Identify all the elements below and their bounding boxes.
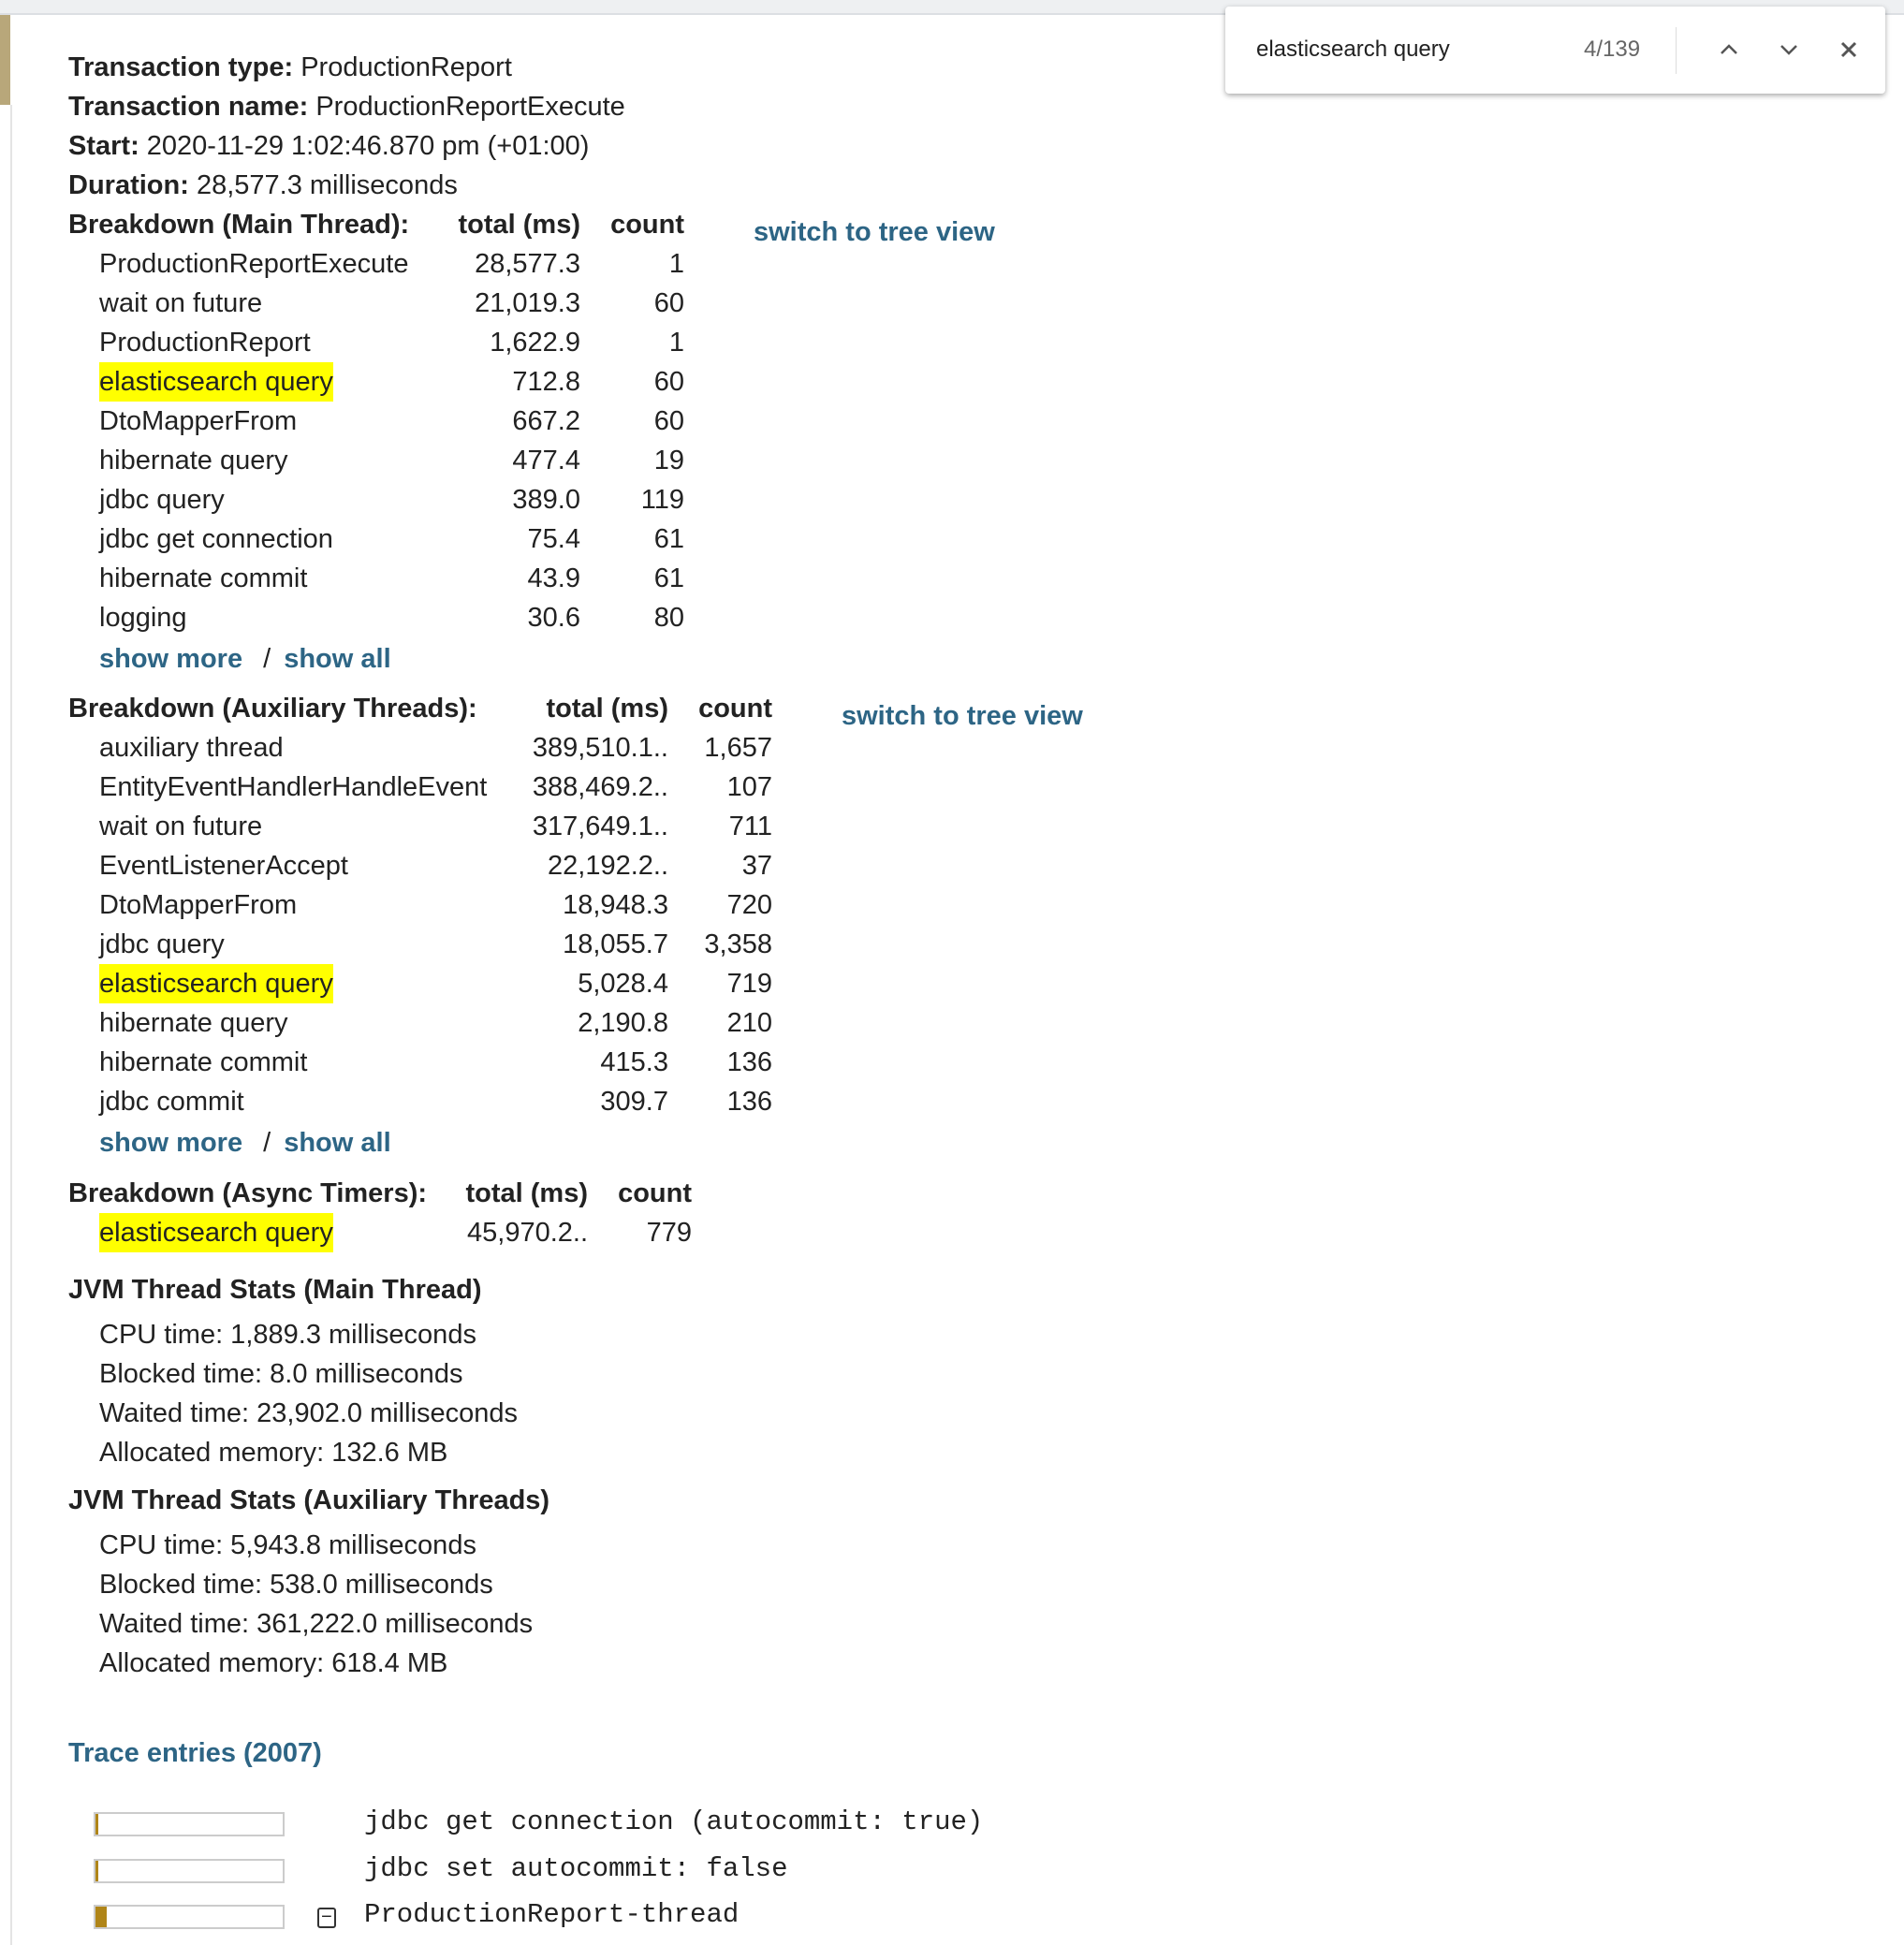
close-icon [1839,40,1858,59]
show-all-link[interactable]: show all [284,644,391,674]
label: Transaction type: [68,52,294,82]
stat-text: Allocated memory: 618.4 MB [99,1648,448,1678]
timer-total: 18,948.3 [563,890,668,920]
timer-count: 210 [726,1008,772,1038]
jvm-main-thread-stats [68,1270,519,1472]
timer-total: 477.4 [512,446,580,475]
table-row [68,728,1098,768]
table-row [68,362,1098,402]
show-links [99,1123,391,1163]
stat-text: Waited time: 23,902.0 milliseconds [99,1398,519,1428]
timer-total: 30.6 [527,603,580,633]
duration-bar-fill [95,1814,98,1835]
stat-line [68,1604,549,1644]
find-bar [1225,7,1885,94]
timer-total: 317,649.1.. [532,812,668,841]
timer-count: 136 [726,1087,772,1117]
table-row [68,1213,1098,1252]
transaction-summary [68,48,625,205]
timer-count: 60 [653,288,684,318]
timer-count: 119 [640,485,684,515]
collapse-toggle-icon[interactable]: − [317,1908,336,1928]
timer-name: jdbc query [99,485,225,515]
stat-text: Blocked time: 538.0 milliseconds [99,1570,493,1600]
switch-to-tree-view-link[interactable]: switch to tree view [754,217,995,247]
left-accent-bar [0,15,10,105]
separator: / [263,1128,271,1158]
timer-name: wait on future [99,812,263,841]
table-row [68,846,1098,885]
timer-name: jdbc commit [99,1087,244,1117]
timer-count: 61 [653,563,684,593]
timer-total: 415.3 [600,1047,668,1077]
column-header-total: total (ms) [546,694,668,724]
table-row [68,1003,1098,1043]
timer-name: DtoMapperFrom [99,890,298,920]
stat-line [68,1394,519,1433]
stat-text: CPU time: 5,943.8 milliseconds [99,1530,476,1560]
duration-bar [94,1812,285,1836]
duration-bar-fill [95,1907,107,1927]
timer-name: elasticsearch query [99,964,333,1003]
timer-total: 45,970.2.. [467,1218,588,1248]
timer-count: 61 [653,524,684,554]
timer-count: 19 [653,446,684,475]
table-row [68,925,1098,964]
show-more-row [68,1123,1098,1163]
breakdown-header [68,205,1098,247]
timer-name: EntityEventHandlerHandleEvent [99,772,488,802]
stat-line [68,1565,549,1604]
duration-bar [94,1905,285,1929]
duration-bar [94,1859,285,1883]
find-close-button[interactable] [1832,31,1866,68]
timer-total: 43.9 [527,563,580,593]
timer-total: 309.7 [600,1087,668,1117]
timer-name: logging [99,603,187,633]
trace-entry[interactable] [0,1851,1123,1891]
timer-count: 80 [653,603,684,633]
timer-name: hibernate commit [99,1047,308,1077]
timer-name: jdbc query [99,929,225,959]
timer-name: jdbc get connection [99,524,333,554]
timer-count: 60 [653,367,684,397]
table-row [68,519,1098,559]
breakdown-title: Breakdown (Async Timers): [68,1178,428,1208]
timer-name: elasticsearch query [99,1213,333,1252]
jvm-aux-thread-stats [68,1481,549,1683]
stat-text: CPU time: 1,889.3 milliseconds [99,1320,476,1350]
timer-count: 107 [726,772,772,802]
column-header-count: count [610,210,684,240]
timer-total: 389,510.1.. [532,733,668,763]
chevron-up-icon [1720,44,1738,55]
table-row [68,768,1098,807]
timer-total: 28,577.3 [475,249,580,279]
main-thread-breakdown [68,205,1098,679]
timer-name: DtoMapperFrom [99,406,298,436]
table-row [68,480,1098,519]
find-previous-button[interactable] [1712,31,1746,68]
trace-entry[interactable] [0,1897,1123,1937]
table-row [68,598,1098,637]
timer-name: hibernate query [99,446,288,475]
chevron-down-icon [1780,44,1798,55]
timer-total: 389.0 [512,485,580,515]
timer-name: hibernate query [99,1008,288,1038]
timer-count: 719 [726,969,772,999]
find-input[interactable]: elasticsearch query [1256,37,1450,62]
show-links [99,639,391,679]
transaction-name: ProductionReportExecute [315,92,625,122]
table-row [68,964,1098,1003]
stat-line [68,1526,549,1565]
timer-count: 1,657 [704,733,772,763]
timer-name: ProductionReportExecute [99,249,409,279]
trace-entry-text: ProductionReport-thread [364,1899,740,1930]
table-row [68,441,1098,480]
timer-name: auxiliary thread [99,733,284,763]
timer-total: 1,622.9 [490,328,580,358]
timer-total: 2,190.8 [578,1008,668,1038]
table-row [68,559,1098,598]
duration: 28,577.3 milliseconds [196,170,458,200]
timer-name: ProductionReport [99,328,311,358]
timer-total: 712.8 [512,367,580,397]
timer-count: 1 [668,328,684,358]
stat-line [68,1315,482,1354]
switch-to-tree-view-link[interactable]: switch to tree view [842,701,1083,731]
timer-count: 720 [726,890,772,920]
timer-count: 3,358 [704,929,772,959]
label: Duration: [68,170,189,200]
show-all-link[interactable]: show all [284,1128,391,1158]
timer-total: 75.4 [527,524,580,554]
table-row [68,885,1098,925]
timer-count: 37 [741,851,772,881]
table-row [68,807,1098,846]
divider [1676,27,1677,74]
async-timers-breakdown [68,1174,1098,1252]
stat-text: Allocated memory: 132.6 MB [99,1438,448,1468]
find-next-button[interactable] [1772,31,1806,68]
timer-total: 22,192.2.. [548,851,668,881]
section-title: JVM Thread Stats (Main Thread) [68,1275,482,1305]
timer-total: 18,055.7 [563,929,668,959]
label: Start: [68,131,139,161]
timer-name: EventListenerAccept [99,851,348,881]
stat-text: Waited time: 361,222.0 milliseconds [99,1609,534,1639]
table-row [68,323,1098,362]
breakdown-header [68,1174,1098,1213]
section-title: JVM Thread Stats (Auxiliary Threads) [68,1485,550,1515]
timer-count: 60 [653,406,684,436]
breakdown-header [68,689,1098,731]
table-row [68,1082,1098,1121]
trace-entry[interactable] [0,1805,1123,1844]
transaction-type: ProductionReport [300,52,512,82]
column-header-count: count [698,694,772,724]
timer-total: 388,469.2.. [532,772,668,802]
start-time: 2020-11-29 1:02:46.870 pm (+01:00) [146,131,590,161]
breakdown-title: Breakdown (Main Thread): [68,210,410,240]
label: Transaction name: [68,92,309,122]
timer-count: 1 [668,249,684,279]
table-row [68,402,1098,441]
trace-entry-text: jdbc set autocommit: false [364,1853,788,1884]
show-more-row [68,639,1098,679]
separator: / [263,644,271,674]
column-header-total: total (ms) [465,1178,588,1208]
timer-name: elasticsearch query [99,362,333,402]
timer-name: wait on future [99,288,263,318]
find-match-count: 4/139 [1584,37,1641,62]
stat-text: Blocked time: 8.0 milliseconds [99,1359,463,1389]
timer-total: 667.2 [512,406,580,436]
timer-total: 21,019.3 [475,288,580,318]
show-more-link[interactable]: show more [99,1128,243,1158]
left-border [10,105,12,1945]
table-row [68,1043,1098,1082]
breakdown-title: Breakdown (Auxiliary Threads): [68,694,477,724]
timer-total: 5,028.4 [578,969,668,999]
trace-entries-link[interactable]: Trace entries (2007) [68,1738,322,1768]
stat-line [68,1644,549,1683]
trace-entry-text: jdbc get connection (autocommit: true) [364,1806,984,1837]
timer-count: 779 [646,1218,692,1248]
stat-line [68,1433,482,1472]
column-header-count: count [618,1178,692,1208]
duration-bar-fill [95,1861,98,1881]
stat-line [68,1354,482,1394]
timer-count: 711 [728,812,772,841]
show-more-link[interactable]: show more [99,644,243,674]
table-row [68,284,1098,323]
auxiliary-threads-breakdown [68,689,1098,1163]
column-header-total: total (ms) [458,210,580,240]
timer-count: 136 [726,1047,772,1077]
timer-name: hibernate commit [99,563,308,593]
table-row [68,244,1098,284]
